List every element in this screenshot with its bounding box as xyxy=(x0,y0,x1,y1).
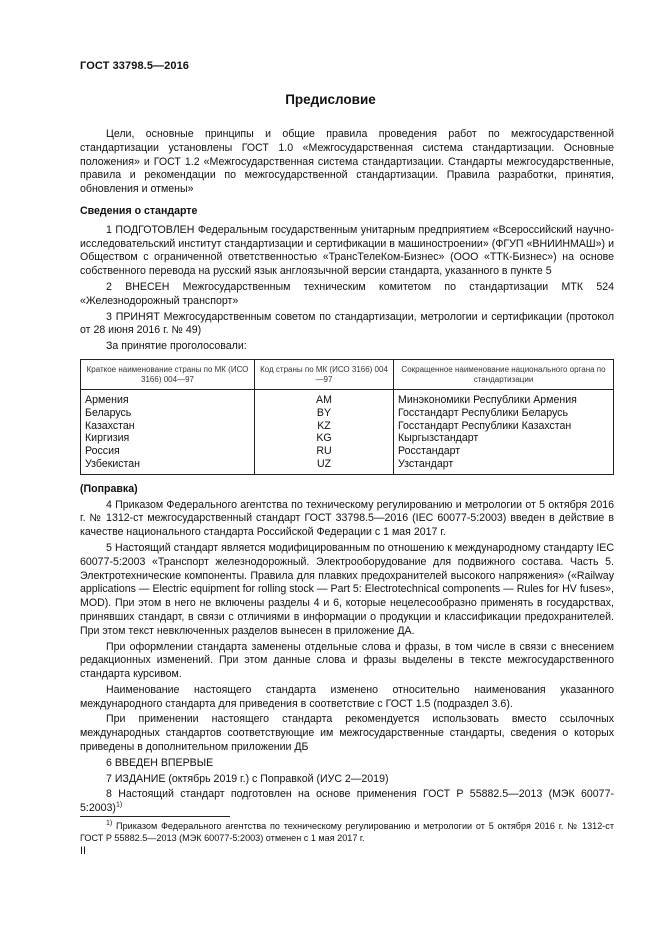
section-title: Сведения о стандарте xyxy=(80,204,198,217)
country-cell: Беларусь xyxy=(85,406,132,419)
country-cell: Армения xyxy=(85,393,129,406)
editorial-paragraph: При оформлении стандарта заменены отдельные слова и фразы, в том числе в связи с внесением редакционных изменений. При этом данные слова и фразы выделены в тексте межгосударственного стандарта курсивом. xyxy=(80,640,614,681)
body-cell: Минэкономики Республики Армения xyxy=(394,389,614,406)
item-6-paragraph: 6 ВВЕДЕН ВПЕРВЫЕ xyxy=(106,756,214,769)
item-1-paragraph: 1 ПОДГОТОВЛЕН Федеральным государственным унитарным предприятием «Всероссийский научно-исследовательский институт стандартизации и сертификации в машиностроении» (ФГУП «ВНИИНМАШ») и Обществом с ограниченной ответственностью «ТрансТелеКом-Бизнес» (ООО «ТТК-Бизнес») на основе собственного перевода на русский язык англоязычной версии стандарта, указанного в пункте 5 xyxy=(80,223,614,278)
table-row xyxy=(81,420,614,433)
code-cell: KG xyxy=(255,432,394,445)
item-3-paragraph: 3 ПРИНЯТ Межгосударственным советом по стандартизации, метрологии и сертификации (протокол от 28 июня 2016 г. № 49) xyxy=(80,310,614,337)
table-header-country: Краткое наименование страны по МК (ИСО 3166) 004—97 xyxy=(81,359,255,389)
body-cell: Госстандарт Республики Беларусь xyxy=(394,407,614,420)
footnote xyxy=(80,820,614,844)
footnote-ref[interactable]: 1) xyxy=(115,801,123,809)
footnote-mark: 1) xyxy=(106,819,113,827)
voting-states-table xyxy=(80,359,614,475)
table-header-code: Код страны по МК (ИСО 3166) 004—97 xyxy=(255,359,394,389)
code-cell: AM xyxy=(255,389,394,406)
item-4-paragraph: 4 Приказом Федерального агентства по техническому регулированию и метрологии от 5 октября 2016 г. № 1312-ст межгосударственный стандарт ГОСТ 33798.5—2016 (IEC 60077-5:2003) введен в действие в качестве национального стандарта Российской Федерации с 1 мая 2017 г. xyxy=(80,498,614,539)
country-cell: Россия xyxy=(85,445,120,458)
country-cell: Узбекистан xyxy=(81,458,255,474)
table-row xyxy=(81,445,614,458)
body-cell: Кыргызстандарт xyxy=(394,432,614,445)
table-row xyxy=(81,458,614,474)
table-header-row xyxy=(81,359,614,389)
body-cell: Узстандарт xyxy=(394,458,614,474)
item-7-paragraph: 7 ИЗДАНИЕ (октябрь 2019 г.) с Поправкой (ИУС 2—2019) xyxy=(106,772,389,785)
country-cell: Казахстан xyxy=(85,419,135,432)
document-body xyxy=(80,128,614,818)
item-8-paragraph xyxy=(80,788,614,816)
code-cell: BY xyxy=(255,407,394,420)
standard-id-header: ГОСТ 33798.5—2016 xyxy=(80,60,190,72)
table-row xyxy=(81,432,614,445)
intro-paragraph: Цели, основные принципы и общие правила проведения работ по межгосударственной стандартизации установлены ГОСТ 1.0 «Межгосударственная система стандартизации. Основные положения» и ГОСТ 1.2 «Межгосударственная система стандартизации. Стандарты межгосударственные, правила и рекомендации по межгосударственной стандартизации. Правила разработки, принятия, обновления и отмены» xyxy=(80,128,614,196)
item-2-paragraph: 2 ВНЕСЕН Межгосударственным техническим комитетом по стандартизации МТК 524 «Железнодорожный транспорт» xyxy=(80,280,614,307)
item-5-paragraph: 5 Настоящий стандарт является модифицированным по отношению к международному стандарту IEC 60077-5:2003 «Транспорт железнодорожный. Электрооборудование для подвижного состава. Часть 5. Электротехнические компоненты. Правила для плавких предохранителей высокого напряжения» («Railway applications — Electric equipment for rolling stock — Part 5: Electrotechnical components — Rules for HV fuses», MOD). При этом в него не включены разделы 4 и 6, которые нецелесообразно применять в государствах, принявших стандарт, в связи с отличиями в информации о продукции и классификации предохранителей. При этом текст невключенных разделов вынесен в приложение ДА. xyxy=(80,541,614,637)
body-cell: Госстандарт Республики Казахстан xyxy=(394,420,614,433)
vote-label: За принятие проголосовали: xyxy=(106,340,247,353)
body-cell: Росстандарт xyxy=(394,445,614,458)
footnote-text: Приказом Федерального агентства по техническому регулированию и метрологии от 5 октября 2016 г. № 1312-ст ГОСТ Р 55882.5—2013 (МЭК 60077-5:2003) отменен с 1 мая 2017 г. xyxy=(80,821,614,843)
table-header-body: Сокращенное наименование национального органа по стандартизации xyxy=(394,359,614,389)
title-change-paragraph: Наименование настоящего стандарта изменено относительно наименования указанного международного стандарта для приведения в соответствие с ГОСТ 1.5 (подраздел 3.6). xyxy=(80,683,614,710)
amendment-label: (Поправка) xyxy=(80,482,138,495)
code-cell: RU xyxy=(255,445,394,458)
references-paragraph: При применении настоящего стандарта рекомендуется использовать вместо ссылочных международных стандартов соответствующие им межгосударственные стандарты, сведения о которых приведены в дополнительном приложении ДБ xyxy=(80,713,614,754)
code-cell: UZ xyxy=(255,458,394,474)
page-title: Предисловие xyxy=(285,92,376,107)
item-8-text: 8 Настоящий стандарт подготовлен на основе применения ГОСТ Р 55882.5—2013 (МЭК 60077-5:2003) xyxy=(80,788,614,815)
table-row xyxy=(81,389,614,406)
table-row xyxy=(81,407,614,420)
code-cell: KZ xyxy=(255,420,394,433)
footnote-divider xyxy=(80,816,230,817)
country-cell: Киргизия xyxy=(85,432,130,445)
page-number: II xyxy=(80,845,86,857)
